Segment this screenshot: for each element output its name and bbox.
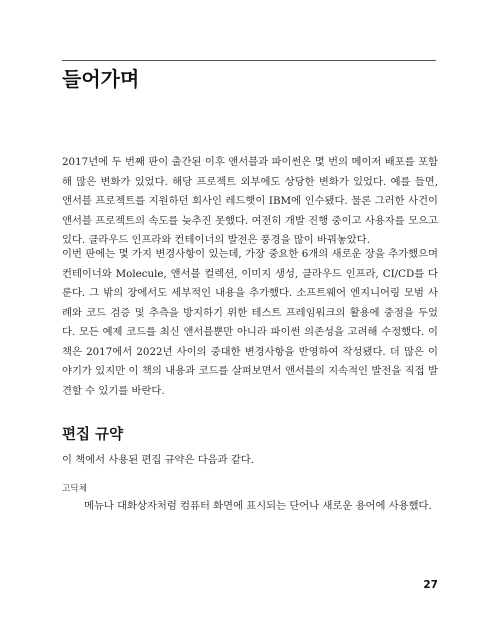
section-heading: 편집 규약: [62, 427, 124, 443]
term-label: 고딕체: [62, 484, 87, 494]
page-number: 27: [423, 579, 438, 591]
chapter-title: 들어가며: [62, 67, 140, 91]
body-paragraph: 이번 판에는 몇 가지 변경사항이 있는데, 가장 중요한 6개의 새로운 장을 추가했으며 컨테이너와 Molecule, 앤서블 컬렉션, 이미지 생성, 클라우드 인프라, CI/CD를 다룬다. 그 밖의 장에서도 세부적인 내용을 추가했다. 소프트웨어 엔지니어링 모범 사례와 코드 검증 및 추측을 방지하기 위한 테스트 프레임워크의 활용에 중점을 두었다. 모든 예제 코드를 최신 앤서블뿐만 아니라 파이썬 의존성을 고려해 수정했다. 이 책은 2017에서 2022년 사이의 중대한 변경사항을 반영하여 작성됐다. 더 많은 이야기가 있지만 이 책의 내용과 코드를 살펴보면서 앤서블의 지속적인 발전을 직접 발견할 수 있기를 바란다.: [62, 248, 438, 397]
section-intro: 이 책에서 사용된 편집 규약은 다음과 같다.: [62, 454, 255, 466]
term-description: 메뉴나 대화상자처럼 컴퓨터 화면에 표시되는 단어나 새로운 용어에 사용했다.: [84, 500, 432, 512]
top-rule: [62, 60, 436, 61]
body-paragraph: 2017년에 두 번째 판이 출간된 이후 앤서블과 파이썬은 몇 번의 메이저 배포를 포함해 많은 변화가 있었다. 해당 프로젝트 외부에도 상당한 변화가 있었다. 예를 들면, 앤서블 프로젝트를 지원하던 회사인 레드햇이 IBM에 인수됐다. 물론 그러한 사건이 앤서블 프로젝트의 속도를 늦추진 못했다. 여전히 개발 진행 중이고 사용자를 모으고 있다. 클라우드 인프라와 컨테이너의 발전은 풍경을 많이 바꿔놓았다.: [62, 156, 438, 246]
